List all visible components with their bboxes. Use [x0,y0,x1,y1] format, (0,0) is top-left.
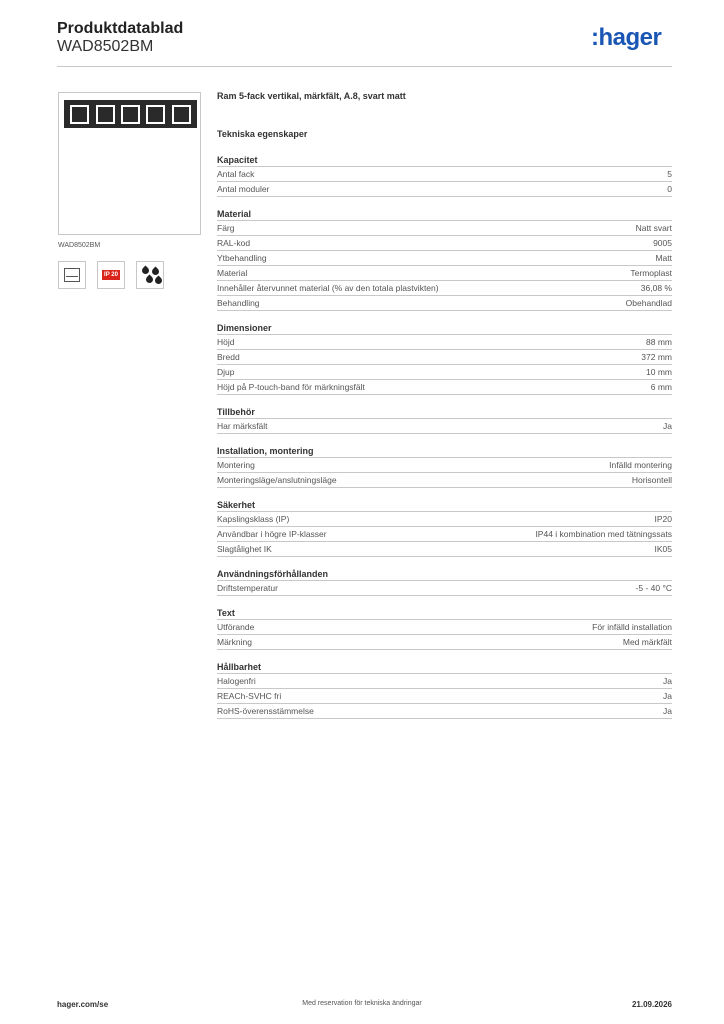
spec-section [217,208,672,311]
spec-row [217,542,672,557]
spec-sections [217,154,672,719]
frame-slot [146,105,165,124]
spec-label: Antal fack [217,169,255,179]
section-title: Text [217,607,672,620]
spec-section [217,568,672,596]
spec-value: 6 mm [650,382,672,392]
spec-label: Ytbehandling [217,253,267,263]
ip-rating-icon [97,261,125,289]
spec-value: 372 mm [641,352,672,362]
spec-label: Djup [217,367,235,377]
spec-section [217,154,672,197]
hager-logo: :hager [591,24,662,51]
spec-row [217,704,672,719]
spec-row [217,674,672,689]
spec-label: Bredd [217,352,240,362]
spec-row [217,365,672,380]
spec-value: IP44 i kombination med tätningssats [535,529,672,539]
spec-value: För infälld installation [592,622,672,632]
water-drops-icon [136,261,164,289]
spec-section [217,499,672,557]
spec-label: RAL-kod [217,238,251,248]
spec-value: 36,08 % [640,283,672,293]
spec-label: Behandling [217,298,260,308]
spec-row [217,335,672,350]
spec-row [217,266,672,281]
section-title: Användningsförhållanden [217,568,672,581]
spec-row [217,689,672,704]
spec-label: RoHS-överensstämmelse [217,706,314,716]
header-divider [57,66,672,67]
section-title: Tillbehör [217,406,672,419]
flush-mount-box-icon [58,261,86,289]
spec-label: Kapslingsklass (IP) [217,514,290,524]
spec-value: Med märkfält [622,637,672,647]
spec-row [217,251,672,266]
section-title: Dimensioner [217,322,672,335]
spec-label: Halogenfri [217,676,256,686]
spec-label: Antal moduler [217,184,270,194]
spec-value: Ja [663,706,672,716]
spec-section [217,661,672,719]
spec-row [217,419,672,434]
spec-row [217,350,672,365]
spec-row [217,236,672,251]
spec-label: Innehåller återvunnet material (% av den totala plastvikten) [217,283,439,293]
spec-label: Har märksfält [217,421,268,431]
spec-value: -5 - 40 °C [635,583,672,593]
spec-value: 5 [667,169,672,179]
spec-value: 10 mm [646,367,672,377]
section-title: Kapacitet [217,154,672,167]
spec-label: REACh-SVHC fri [217,691,282,701]
spec-section [217,322,672,395]
spec-row [217,281,672,296]
frame-slot [70,105,89,124]
section-title: Hållbarhet [217,661,672,674]
spec-row [217,182,672,197]
spec-row [217,458,672,473]
spec-value: 88 mm [646,337,672,347]
spec-label: Höjd på P-touch-band för märkningsfält [217,382,365,392]
footer-disclaimer: Med reservation för tekniska ändringar [302,1000,422,1007]
ip-badge: IP 20 [104,272,118,278]
spec-row [217,620,672,635]
specs-heading: Tekniska egenskaper [217,129,308,139]
spec-row [217,167,672,182]
spec-row [217,221,672,236]
spec-row [217,635,672,650]
spec-label: Driftstemperatur [217,583,278,593]
frame-slot [96,105,115,124]
section-title: Material [217,208,672,221]
product-name: Ram 5-fack vertikal, märkfält, A.8, svart matt [217,91,406,101]
spec-section [217,406,672,434]
spec-label: Höjd [217,337,235,347]
footer-website: hager.com/se [57,1000,109,1009]
spec-label: Montering [217,460,255,470]
spec-row [217,512,672,527]
frame-slot [121,105,140,124]
spec-value: Termoplast [630,268,672,278]
spec-row [217,296,672,311]
spec-value: 0 [667,184,672,194]
spec-row [217,473,672,488]
spec-value: Ja [663,691,672,701]
spec-content [217,91,672,719]
spec-label: Monteringsläge/anslutningsläge [217,475,337,485]
spec-value: Natt svart [635,223,672,233]
frame-slot [172,105,191,124]
section-title: Säkerhet [217,499,672,512]
product-image [58,92,201,235]
spec-value: Ja [663,676,672,686]
spec-value: IP20 [654,514,672,524]
spec-label: Användbar i högre IP-klasser [217,529,327,539]
spec-row [217,527,672,542]
frame-graphic [64,100,197,128]
spec-label: Utförande [217,622,255,632]
section-title: Installation, montering [217,445,672,458]
product-code: WAD8502BM [57,38,154,55]
spec-value: Infälld montering [609,460,672,470]
image-caption: WAD8502BM [58,242,101,249]
spec-section [217,445,672,488]
spec-value: Obehandlad [625,298,672,308]
spec-value: Ja [663,421,672,431]
spec-row [217,581,672,596]
spec-label: Material [217,268,248,278]
spec-label: Märkning [217,637,252,647]
spec-label: Slagtålighet IK [217,544,272,554]
spec-label: Färg [217,223,235,233]
spec-value: 9005 [653,238,672,248]
footer-date: 21.09.2026 [631,1000,672,1009]
spec-value: Matt [655,253,672,263]
page-title: Produktdatablad [57,20,184,37]
spec-value: IK05 [654,544,672,554]
spec-value: Horisontell [631,475,672,485]
spec-row [217,380,672,395]
spec-section [217,607,672,650]
